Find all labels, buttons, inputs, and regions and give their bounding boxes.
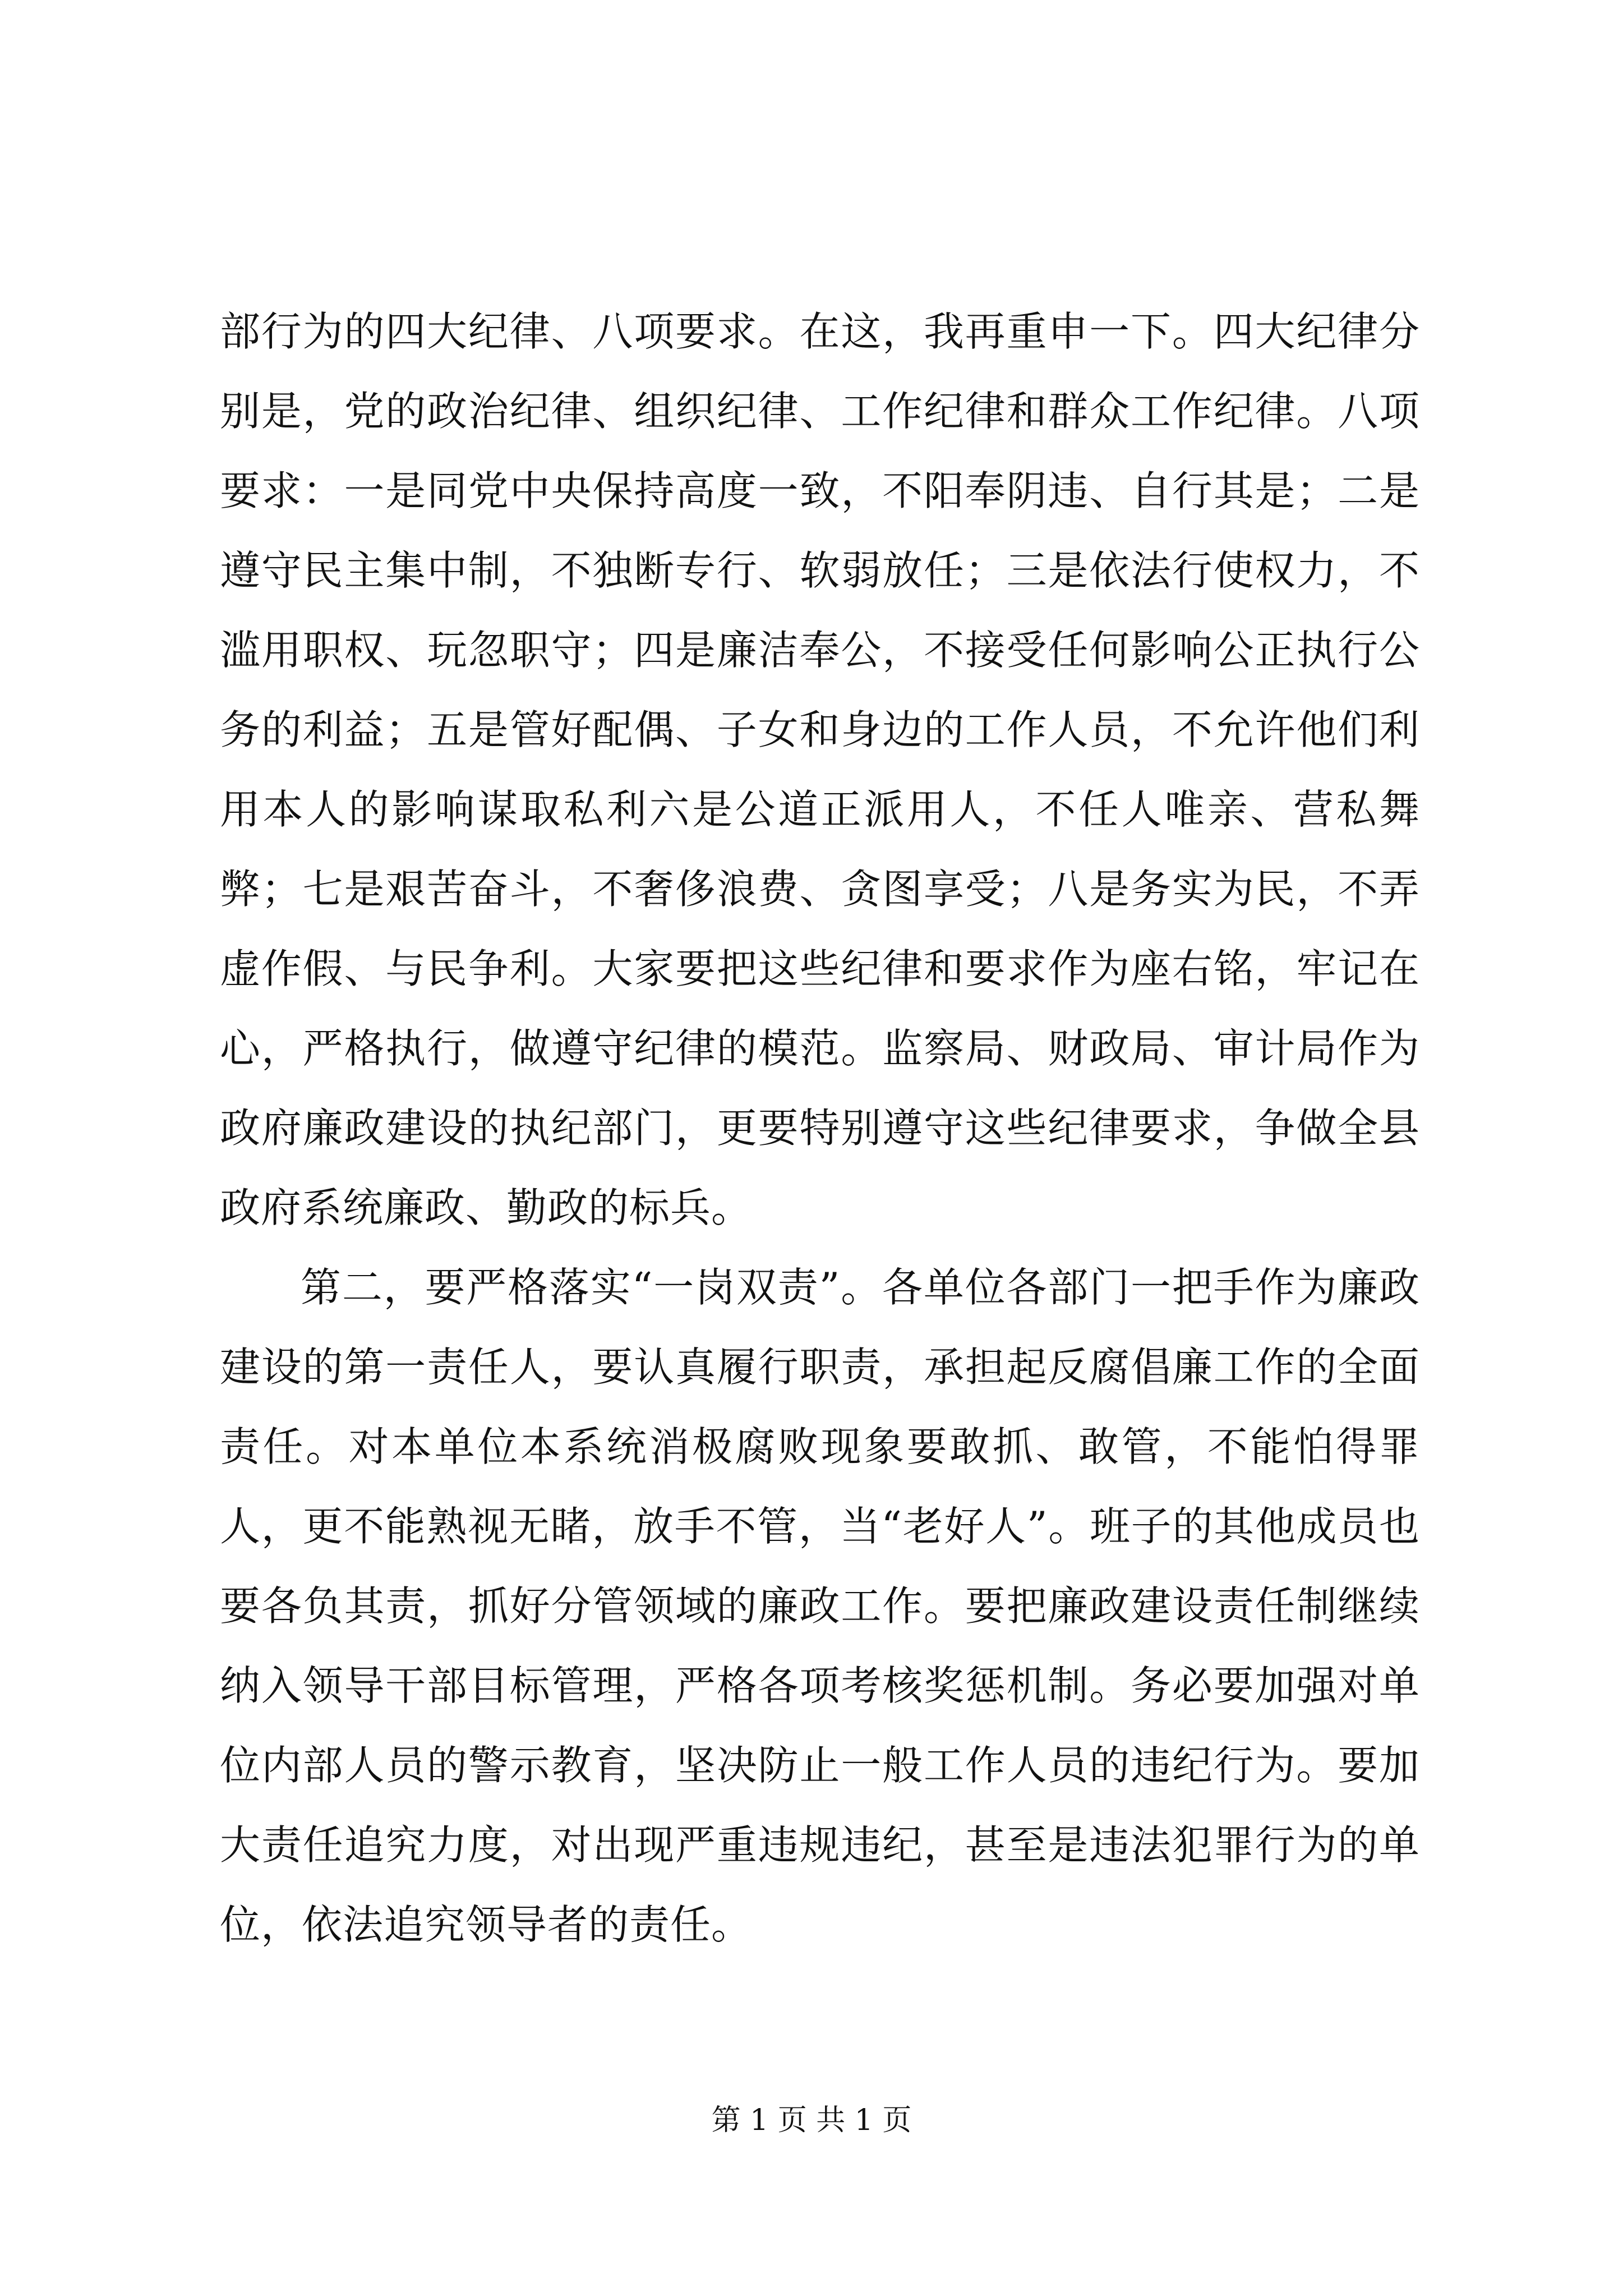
paragraph-one-post-two-duties: 第二，要严格落实“一岗双责”。各单位各部门一把手作为廉政建设的第一责任人，要认真履行职责，承担起反腐倡廉工作的全面责任。对本单位本系统消极腐败现象要敢抓、敢管，不能怕得罪人，更不能熟视无睹，放手不管，当“老好人”。班子的其他成员也要各负其责，抓好分管领域的廉政工作。要把廉政建设责任制继续纳入领导干部目标管理，严格各项考核奖惩机制。务必要加强对单位内部人员的警示教育，坚决防止一般工作人员的违纪行为。要加大责任追究力度，对出现严重违规违纪，甚至是违法犯罪行为的单位，依法追究领导者的责任。 [220, 1264, 1420, 1948]
paragraph-discipline-requirements: 部行为的四大纪律、八项要求。在这，我再重申一下。四大纪律分别是，党的政治纪律、组织纪律、工作纪律和群众工作纪律。八项要求：一是同党中央保持高度一致，不阳奉阴违、自行其是；二是遵守民主集中制，不独断专行、软弱放任；三是依法行使权力，不滥用职权、玩忽职守；四是廉洁奉公，不接受任何影响公正执行公务的利益；五是管好配偶、子女和身边的工作人员，不允许他们利用本人的影响谋取私利六是公道正派用人，不任人唯亲、营私舞弊；七是艰苦奋斗，不奢侈浪费、贪图享受；八是务实为民，不弄虚作假、与民争利。大家要把这些纪律和要求作为座右铭，牢记在心，严格执行，做遵守纪律的模范。监察局、财政局、审计局作为政府廉政建设的执纪部门，更要特别遵守这些纪律要求，争做全县政府系统廉政、勤政的标兵。 [220, 308, 1420, 1231]
document-body [220, 292, 1420, 1964]
page-footer: 第 1 页 共 1 页 [711, 2104, 912, 2137]
